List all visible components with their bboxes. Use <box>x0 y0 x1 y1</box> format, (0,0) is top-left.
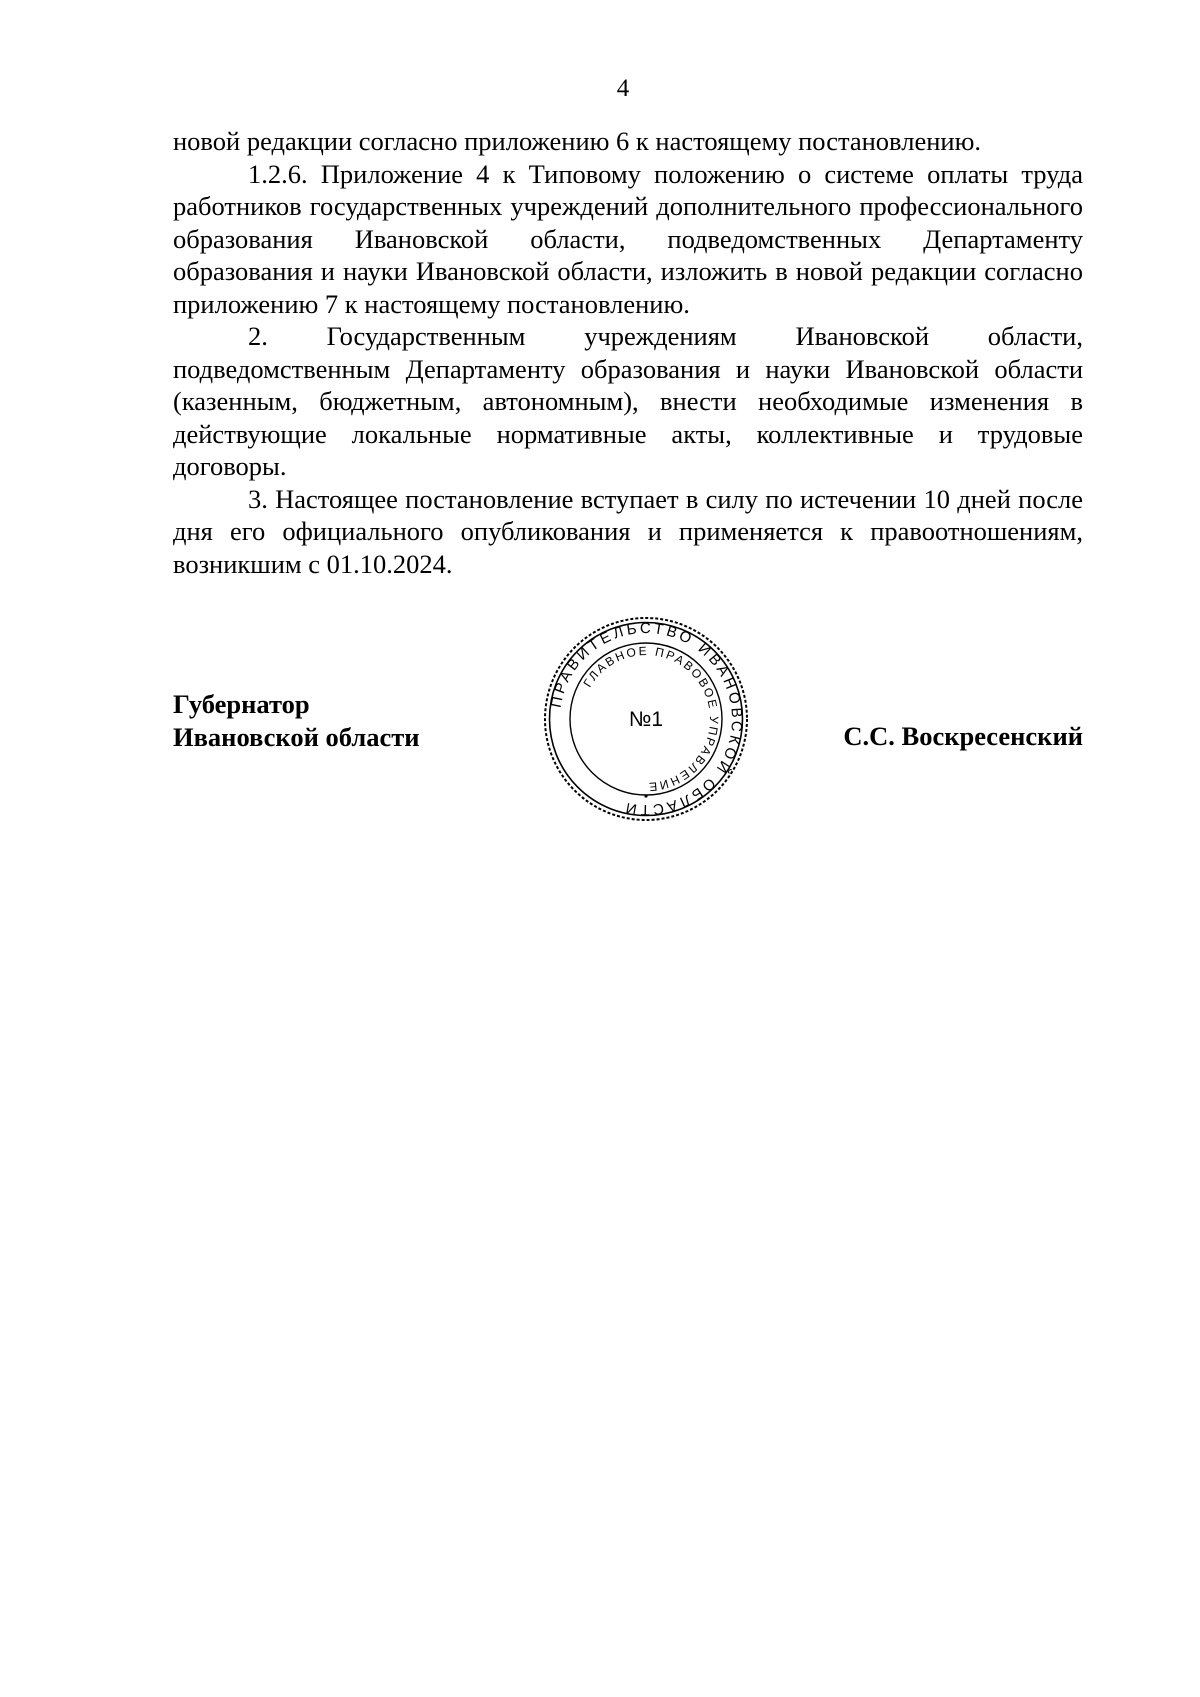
seal-inner-text: ГЛАВНОЕ ПРАВОВОЕ УПРАВЛЕНИЕ <box>580 643 722 795</box>
official-seal-stamp <box>542 615 750 823</box>
paragraph-continuation: новой редакции согласно приложению 6 к настоящему постановлению. <box>173 126 981 156</box>
signatory-name: С.С. Воскресенский <box>843 721 1083 751</box>
paragraph-2: 2. Государственным учреждениям Ивановской области, подведомственным Департаменту образования и науки Ивановской области (казенным, бюджетным, автономным), внести необходимые изменения в действующие локальные нормативные акты, коллективные и трудовые договоры. <box>173 321 1083 481</box>
seal-number: №1 <box>628 708 664 731</box>
document-body <box>173 125 1083 580</box>
signatory-title-line-2: Ивановской области <box>173 721 420 752</box>
signatory-title <box>173 688 420 753</box>
seal-dot-icon <box>644 794 647 797</box>
page-number: 4 <box>616 75 630 102</box>
signatory-title-line-1: Губернатор <box>173 689 310 719</box>
seal-icon <box>542 615 750 823</box>
seal-outer-text: ПРАВИТЕЛЬСТВО ИВАНОВСКОЙ ОБЛАСТИ <box>547 619 746 819</box>
paragraph-3: 3. Настоящее постановление вступает в силу по истечении 10 дней после дня его официального опубликования и применяется к правоотношениям, возникшим с 01.10.2024. <box>173 483 1083 579</box>
paragraph-1-2-6: 1.2.6. Приложение 4 к Типовому положению о системе оплаты труда работников государственных учреждений дополнительного профессионального образования Ивановской области, подведомственных Департаменту образования и науки Ивановской области, изложить в новой редакции согласно приложению 7 к настоящему постановлению. <box>173 158 1083 319</box>
